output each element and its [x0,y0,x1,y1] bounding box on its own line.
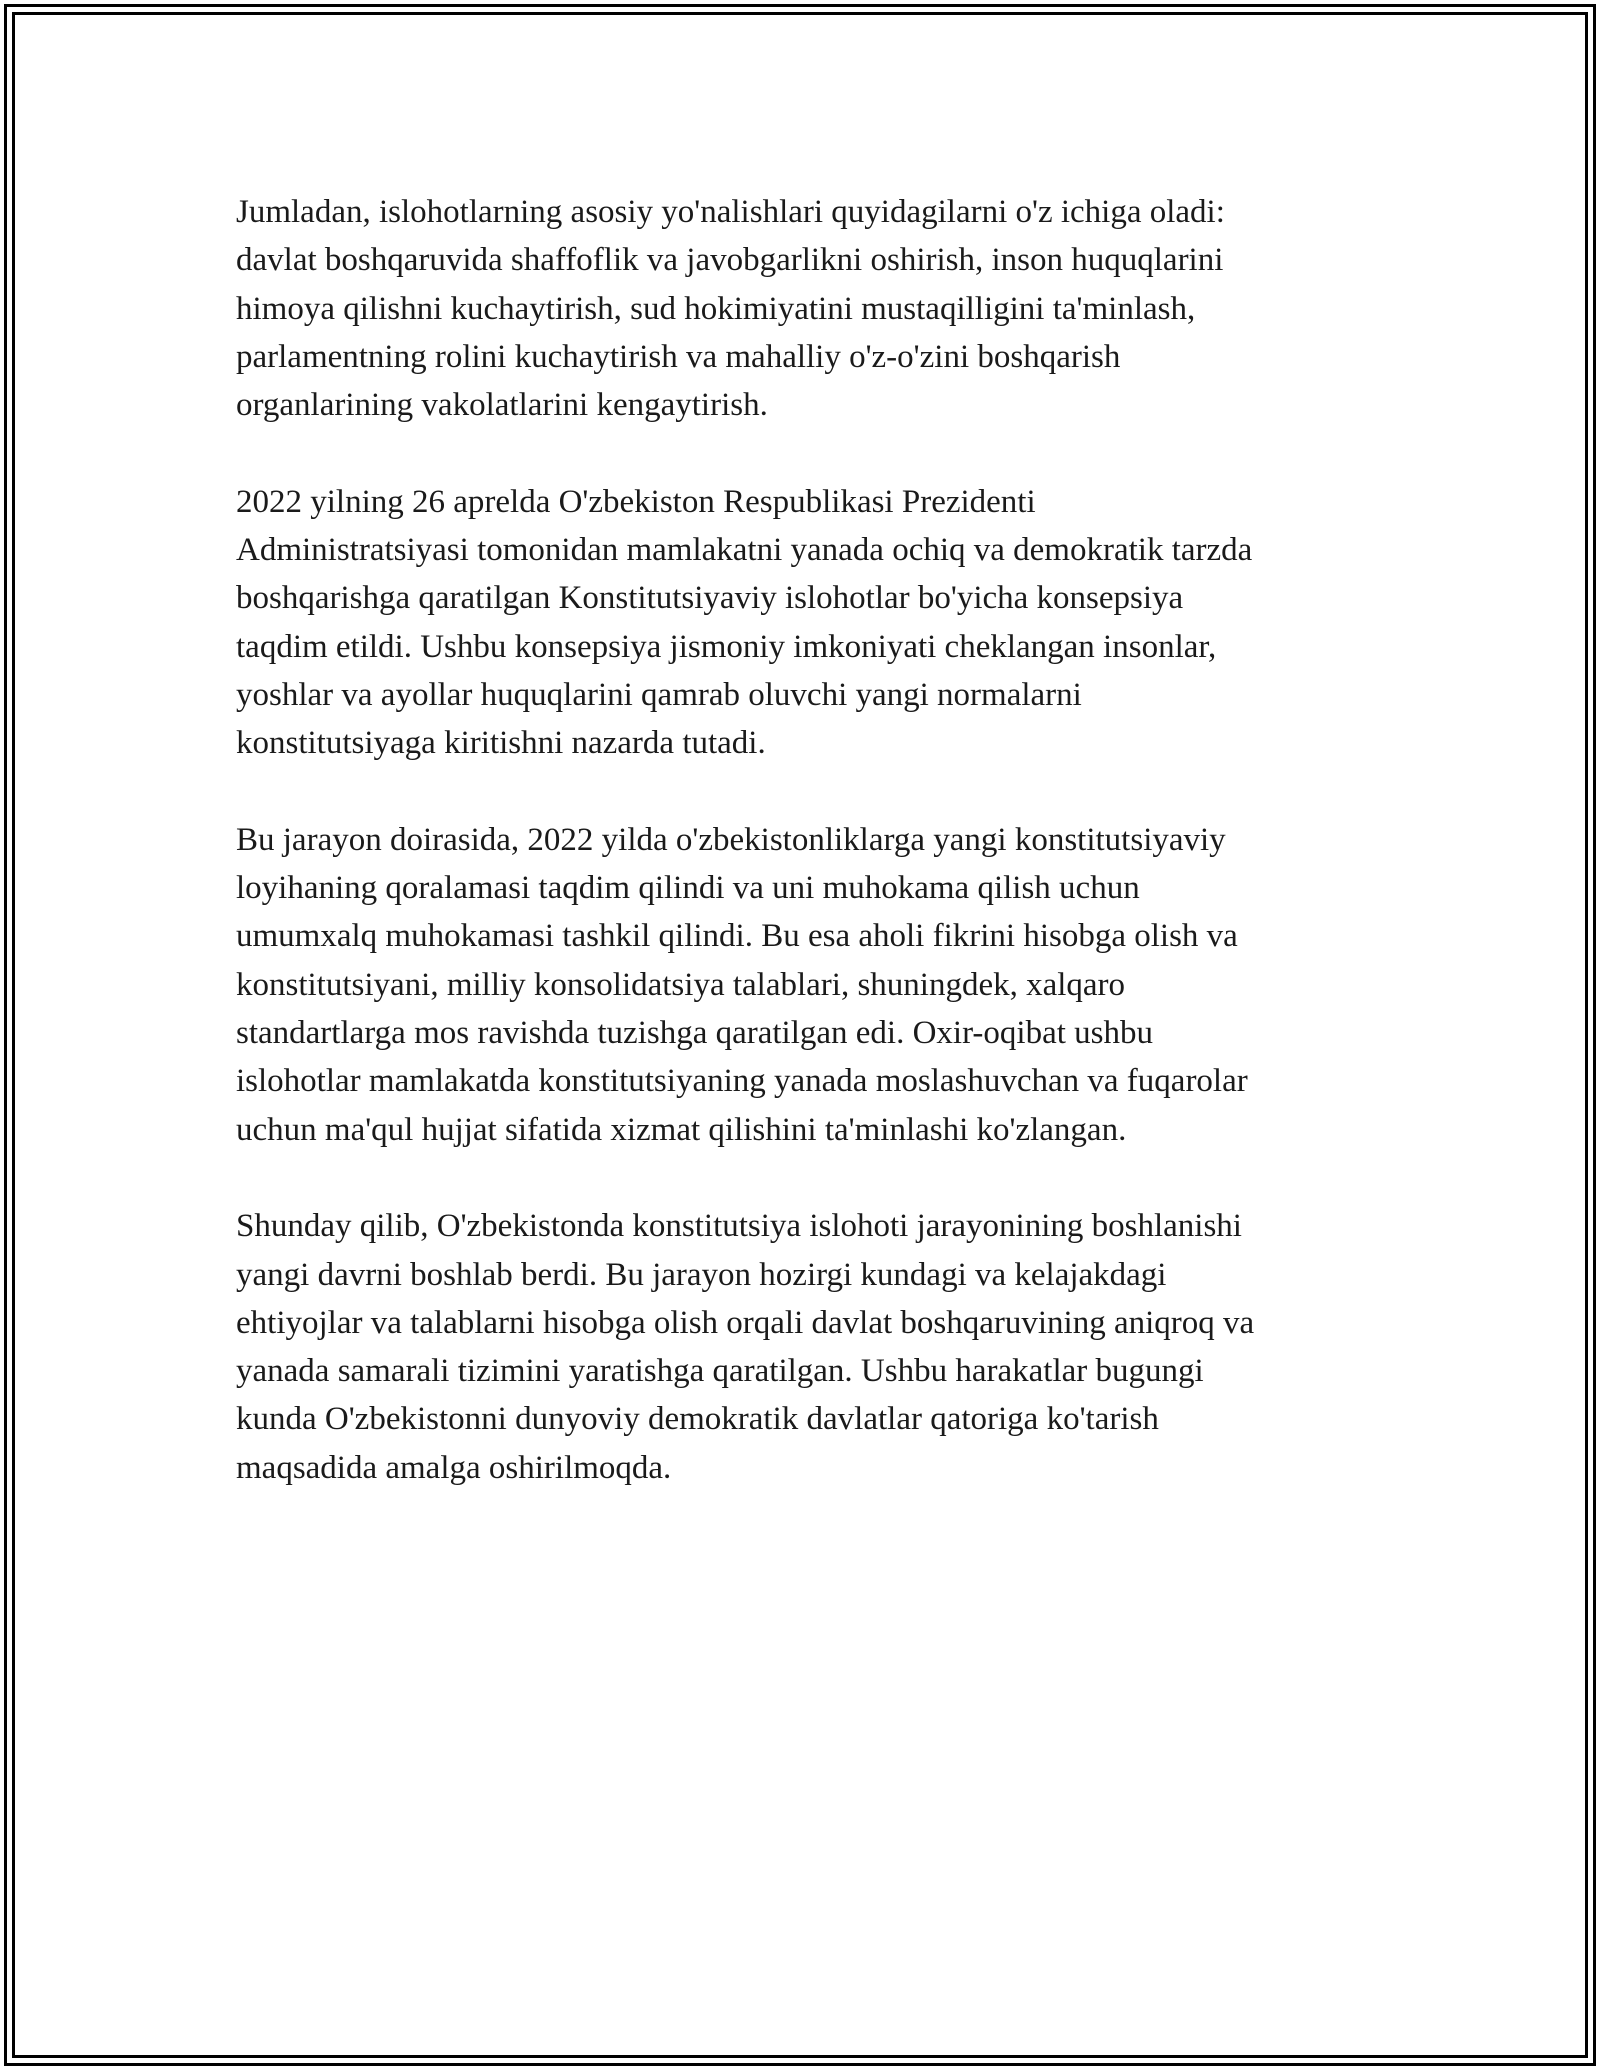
paragraph-conclusion: Shunday qilib, O'zbekistonda konstitutsiya islohoti jarayonining boshlanishi yangi davrni boshlab berdi. Bu jarayon hozirgi kundagi va kelajakdagi ehtiyojlar va talablarni hisobga olish orqali davlat boshqaruvining aniqroq va yanada samarali tizimini yaratishga qaratilgan. Ushbu harakatlar bugungi kunda O'zbekistonni dunyoviy demokratik davlatlar qatoriga ko'tarish maqsadida amalga oshirilmoqda. [236,1208,1255,1486]
paragraph-public-discussion: Bu jarayon doirasida, 2022 yilda o'zbekistonliklarga yangi konstitutsiyaviy loyihaning qoralamasi taqdim qilindi va uni muhokama qilish uchun umumxalq muhokamasi tashkil qilindi. Bu esa aholi fikrini hisobga olish va konstitutsiyani, milliy konsolidatsiya talablari, shuningdek, xalqaro standartlarga mos ravishda tuzishga qaratilgan edi. Oxir-oqibat ushbu islohotlar mamlakatda konstitutsiyaning yanada moslashuvchan va fuqarolar uchun ma'qul hujjat sifatida xizmat qilishini ta'minlashi ko'zlangan. [236,821,1248,1148]
document-body [236,188,1386,1540]
paragraph-reform-directions: Jumladan, islohotlarning asosiy yo'nalishlari quyidagilarni o'z ichiga oladi: davlat boshqaruvida shaffoflik va javobgarlikni oshirish, inson huquqlarini himoya qilishni kuchaytirish, sud hokimiyatini mustaqilligini ta'minlash, parlamentning rolini kuchaytirish va mahalliy o'z-o'zini boshqarish organlarining vakolatlarini kengaytirish. [236,194,1225,424]
paragraph-concept-presentation: 2022 yilning 26 aprelda O'zbekiston Respublikasi Prezidenti Administratsiyasi tomonidan mamlakatni yanada ochiq va demokratik tarzda boshqarishga qaratilgan Konstitutsiyaviy islohotlar bo'yicha konsepsiya taqdim etildi. Ushbu konsepsiya jismoniy imkoniyati cheklangan insonlar, yoshlar va ayollar huquqlarini qamrab oluvchi yangi normalarni konstitutsiyaga kiritishni nazarda tutadi. [236,483,1253,762]
